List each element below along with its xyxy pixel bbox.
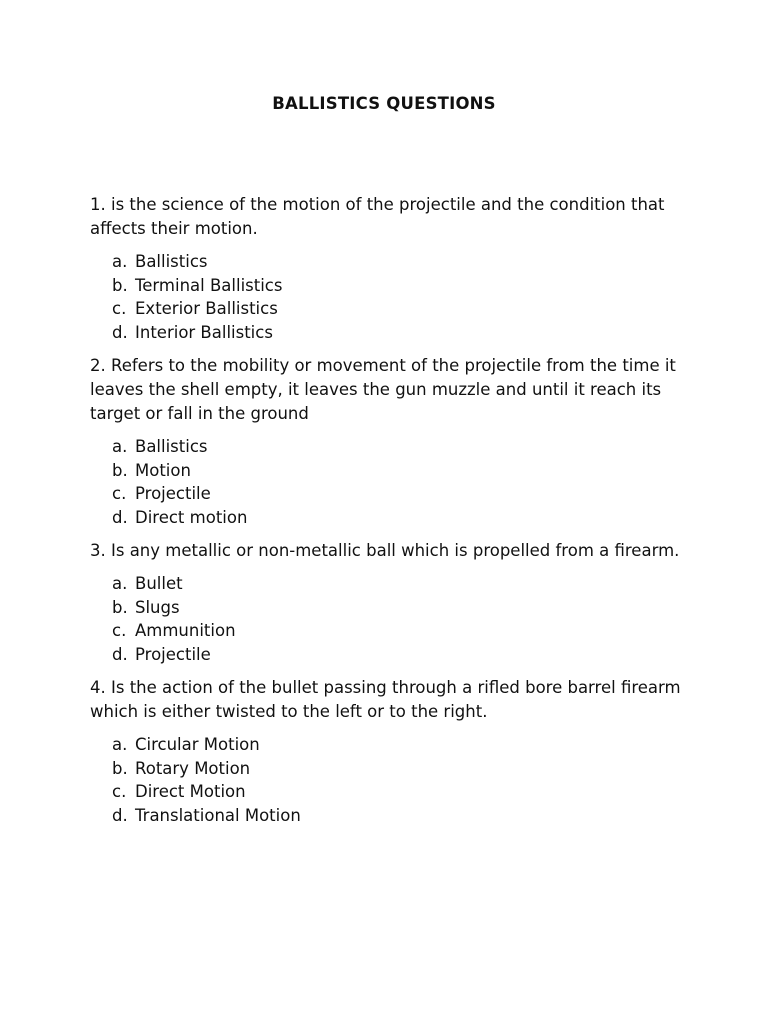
question-list: [90, 193, 690, 837]
page-title: BALLISTICS QUESTIONS: [272, 94, 496, 113]
option-a: [112, 733, 690, 757]
option-list: [90, 572, 690, 666]
option-b: [112, 757, 690, 781]
question-1: [90, 193, 690, 344]
option-text: Direct motion: [135, 507, 248, 527]
option-letter: a.: [112, 735, 128, 754]
option-text: Motion: [135, 460, 191, 480]
option-c: [112, 780, 690, 804]
option-d: [112, 643, 690, 667]
question-2: [90, 354, 690, 529]
option-d: [112, 321, 690, 345]
option-letter: c.: [112, 782, 127, 801]
option-letter: a.: [112, 437, 128, 456]
option-letter: c.: [112, 299, 127, 318]
option-text: Bullet: [135, 574, 183, 593]
option-c: [112, 619, 690, 643]
option-letter: d.: [112, 507, 128, 527]
question-text: 2. Refers to the mobility or movement of the projectile from the time it leaves the shell empty, it leaves the gun muzzle and until it reach its target or fall in the ground: [90, 356, 676, 423]
option-list: [90, 250, 690, 344]
question-text: 3. Is any metallic or non-metallic ball which is propelled from a firearm.: [90, 541, 680, 560]
option-text: Circular Motion: [135, 735, 260, 754]
option-a: [112, 250, 690, 274]
option-letter: d.: [112, 805, 128, 825]
option-text: Ammunition: [135, 621, 236, 640]
question-text: 1. is the science of the motion of the projectile and the condition that affects their motion.: [90, 195, 665, 238]
option-text: Direct Motion: [135, 782, 246, 801]
option-letter: a.: [112, 252, 128, 271]
option-d: [112, 804, 690, 828]
option-text: Ballistics: [135, 252, 208, 271]
option-text: Interior Ballistics: [135, 322, 273, 342]
option-text: Ballistics: [135, 437, 208, 456]
option-a: [112, 435, 690, 459]
option-list: [90, 733, 690, 827]
option-text: Translational Motion: [135, 805, 301, 825]
option-letter: b.: [112, 758, 128, 778]
option-text: Projectile: [135, 484, 211, 503]
option-text: Slugs: [135, 597, 180, 617]
option-letter: c.: [112, 621, 127, 640]
question-text: 4. Is the action of the bullet passing through a rifled bore barrel firearm which is either twisted to the left or to the right.: [90, 678, 681, 721]
option-c: [112, 482, 690, 506]
question-3: [90, 539, 690, 666]
question-4: [90, 676, 690, 827]
option-letter: b.: [112, 597, 128, 617]
option-text: Rotary Motion: [135, 758, 251, 778]
option-text: Terminal Ballistics: [135, 275, 283, 295]
option-a: [112, 572, 690, 596]
option-letter: d.: [112, 644, 128, 664]
option-d: [112, 506, 690, 530]
option-b: [112, 274, 690, 298]
option-letter: c.: [112, 484, 127, 503]
option-letter: b.: [112, 275, 128, 295]
option-text: Exterior Ballistics: [135, 299, 278, 318]
option-b: [112, 459, 690, 483]
option-letter: b.: [112, 460, 128, 480]
option-letter: d.: [112, 322, 128, 342]
option-c: [112, 297, 690, 321]
option-text: Projectile: [135, 644, 211, 664]
option-letter: a.: [112, 574, 128, 593]
option-list: [90, 435, 690, 529]
option-b: [112, 596, 690, 620]
